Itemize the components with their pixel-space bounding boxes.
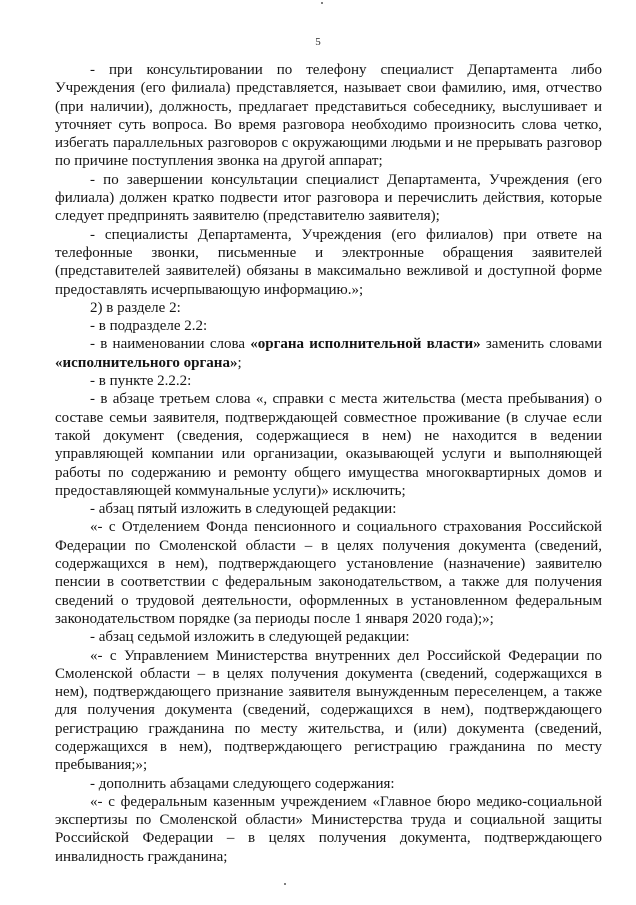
scan-speck bbox=[284, 883, 286, 885]
paragraph-internal-affairs: «- с Управлением Министерства внутренних дел Российской Федерации по Смоленской области – в целях получения документа (сведений, содержащихся в нем), подтверждающего признание заявителя вынужденным переселенцем, а также для получения документа (сведений, содержащихся в нем), подтверждающего регистрацию гражданина по месту жительства, и (или) документа (сведений, содержащихся в нем), подтверждающего регистрацию гражданина по месту пребывания;»; bbox=[55, 647, 602, 774]
replacement-new-term: «исполнительного органа» bbox=[55, 354, 238, 371]
paragraph-subsection-2-2: - в подразделе 2.2: bbox=[90, 318, 208, 335]
paragraph-third-abzac: - в абзаце третьем слова «, справки с места жительства (места пребывания) о составе семьи заявителя, подтверждающей совместное проживание (в случае если такой документ (сведения, содержащиеся в нем) не находится в ведении управляющей компании или организации, оказывающей услуги и выполняющей работы по содержанию и ремонту общего имущества многоквартирных домов и предоставляющей коммунальные услуги)» исключить; bbox=[55, 391, 602, 499]
replacement-text-before: - в наименовании слова bbox=[90, 336, 251, 353]
page-number: 5 bbox=[315, 36, 321, 48]
replacement-text-after: ; bbox=[237, 354, 242, 371]
document-body bbox=[55, 61, 602, 866]
paragraph-point-2-2-2: - в пункте 2.2.2: bbox=[90, 373, 192, 390]
paragraph-section-2: 2) в разделе 2: bbox=[90, 299, 181, 316]
replacement-old-term: «органа исполнительной власти» bbox=[250, 336, 481, 353]
paragraph-name-replacement bbox=[55, 335, 602, 372]
paragraph-phone-consultation: - при консультировании по телефону специалист Департамента либо Учреждения (его филиала) представляется, называет свои фамилию, имя, отчество (при наличии), должность, предлагает представиться собеседнику, выслушивает и уточняет суть вопроса. Во время разговора необходимо произносить слова четко, избегать параллельных разговоров с окружающими людьми и не прерывать разговор по причине поступления звонка на другой аппарат; bbox=[55, 62, 602, 170]
paragraph-fifth-abzac-intro: - абзац пятый изложить в следующей редакции: bbox=[90, 501, 397, 518]
paragraph-seventh-abzac-intro: - абзац седьмой изложить в следующей редакции: bbox=[90, 629, 410, 646]
paragraph-pension-fund: «- с Отделением Фонда пенсионного и социального страхования Российской Федерации по Смоленской области – в целях получения документа (сведений, содержащихся в нем), подтверждающего установление (назначение) заявителю пенсии в соответствии с федеральным законодательством, а также для получения сведений о трудовой деятельности, оформленных в установленном федеральным законодательством порядке (за периоды после 1 января 2020 года);»; bbox=[55, 519, 602, 627]
scan-speck bbox=[321, 2, 323, 4]
paragraph-medical-bureau: «- с федеральным казенным учреждением «Главное бюро медико-социальной экспертизы по Смоленской области» Министерства труда и социальной защиты Российской Федерации – в целях получения документа, подтверждающего инвалидность гражданина; bbox=[55, 793, 602, 865]
paragraph-specialists-duty: - специалисты Департамента, Учреждения (его филиалов) при ответе на телефонные звонки, письменные и электронные обращения заявителей (представителей заявителей) обязаны в максимально вежливой и доступной форме предоставлять исчерпывающую информацию.»; bbox=[55, 226, 602, 298]
replacement-text-middle: заменить словами bbox=[480, 336, 602, 353]
paragraph-add-abzacs-intro: - дополнить абзацами следующего содержания: bbox=[90, 775, 395, 792]
paragraph-consultation-completion: - по завершении консультации специалист Департамента, Учреждения (его филиала) должен кратко подвести итог разговора и перечислить действия, которые следует предпринять заявителю (представителю заявителя); bbox=[55, 171, 602, 225]
